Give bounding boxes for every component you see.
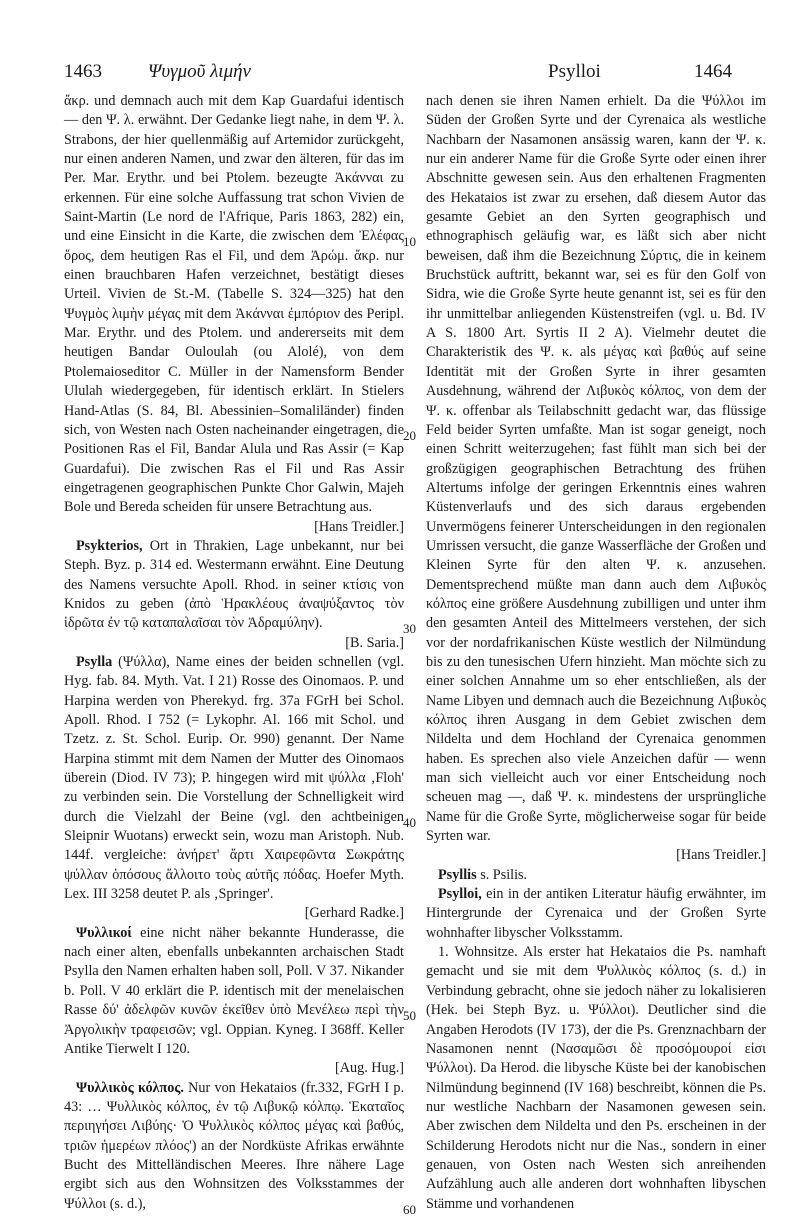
line-number: 40 [403,815,416,830]
section-wohnsitze [426,943,766,1214]
entry-text: ein in der antiken Literatur häufig erwähnter, im Hintergrunde der Cyrenaica und der Großen Syrte wohnhafter libyscher Volksstamm. [426,886,766,941]
entry-continuation [64,92,404,537]
entry-psyllis [426,866,766,885]
entry-text: Ort in Thrakien, Lage unbekannt, nur bei Steph. Byz. p. 314 ed. Westermann erwähnt. Eine Deutung des Namens versuchte Apoll. Rhod. in seiner κτίσις von Knidos zu geben (ἀπὸ Ἡρακλέους ἀναψύξαντος τὸν ἱδρῶτα ἐν τῷ καταπαλαῖσαι τὸν Ἀδραμύλην). [64,537,404,632]
author-signature: [B. Saria.] [345,634,404,651]
entry-psylla [64,653,404,924]
entry-lemma: Ψυλλικοί [76,924,132,941]
entry-text: 1. Wohnsitze. Als erster hat Hekataios die Ps. namhaft gemacht und sie mit dem Ψυλλικὸς κόλπος (s. d.) in Verbindung gebracht, ohne sie jedoch näher zu lokalisieren (Hek. bei Steph Byz. u. Ψύλλοι). Deutlicher sind die Angaben Herodots (IV 173), der die Ps. Grenznachbarn der Nasamonen nennt (Νασαμῶσι δὲ προσόμουροί εἰσι Ψύλλοι). Da Herod. die libysche Küste bei der kanobischen Nilmündung beginnend (IV 168) beschreibt, können die Ps. nur westliche Nachbarn der Nasamonen gewesen sein. Aber zwischen dem Nildelta und den Ps. erscheinen in der Schilderung Herodots nicht nur die Nas., sondern in einer genauen, von Osten nach Westen sich anreihenden Aufzählung auch alle anderen dort wohnhaften libyschen Stämme und vorhandenen [426,944,766,1212]
entry-text: nach denen sie ihren Namen erhielt. Da die Ψύλλοι im Süden der Großen Syrte und der Cyrenaica als westliche Nachbarn der Nasamonen ansässig waren, kann der Ψ. κ. nur ein anderer Name für die Große Syrte oder einen ihrer Abschnitte gewesen sein. Aus den erhaltenen Fragmenten des Hekataios ist zwar zu ersehen, daß diesem Autor das gesamte Gebiet an den Syrten geographisch und ethnographisch geläufig war, es läßt sich aber nicht beweisen, daß ihm die Bezeichnung Σύρτις, die in keinem Bruchstück auftritt, bekannt war, sei es für den Golf von Sidra, wie die Große Syrte heute genannt ist, sei es für den ihr unmittelbar anliegenden Küstenstreifen (vgl. u. Bd. IV A S. 1800 Art. Syrtis II 2 A). Vielmehr deutet die Charakteristik des Ψ. κ. als μέγας καὶ βαθύς auf seine Identität mit der Großen Syrte in ihrer gesamten Ausdehnung, während der Λιβυκὸς κόλπος, von dem der Ψ. κ. offenbar als Teilabschnitt gedacht war, das flüssige Feld beider Syrten umfaßte. Man ist sogar geneigt, noch einen Schritt weiterzugehen; fast fühlt man sich bei der großzügigen geographischen Betrachtung des frühen Altertums infolge der geringen Erkenntnis eines wahren Küstenverlaufs und des sich daraus ergebenden Unvermögens feinerer Unterscheidungen in den regionalen Umrissen versucht, die ganze Wasserfläche der Großen und Kleinen Syrte für den alten Ψ. κ. anzusehen. Dementsprechend müßte man dann auch dem Λιβυκὸς κόλπος eine größere Ausdehnung zubilligen und unter ihm den gesamten Anteil des Mittelmeers verstehen, der sich vor der nordafrikanischen Küste westlich der Nilmündung bis zu den tunesischen Ufern hinzieht. Man möchte sich zu einer solchen Annahme um so eher entschließen, als der Name Libyen und demnach auch die Bezeichnung Λιβυκὸς κόλπος ihren Ausgang in dem Gebiet zwischen dem Nildelta und dem Hochland der Cyrenaica genommen haben. Es sprechen also viele Anzeichen dafür — wenn man sich vielleicht auch vor einer Entscheidung noch scheuen mag —, daß Ψ. κ. mindestens der ursprüngliche Name für die Große Syrte, möglicherweise sogar für beide Syrten war. [426,93,766,845]
entry-psyllikoi [64,924,404,1079]
entry-continuation [426,92,766,866]
author-signature: [Hans Treidler.] [314,518,404,535]
author-signature: [Gerhard Radke.] [304,905,404,922]
author-signature: [Aug. Hug.] [335,1060,404,1077]
line-number: 20 [403,428,416,443]
line-number: 60 [403,1202,416,1217]
entry-lemma: Psylla [76,653,113,670]
left-column [64,92,404,1214]
left-running-title: Ψυγμοῦ λιμήν [148,61,251,82]
line-number: 10 [403,234,416,249]
author-signature: [Hans Treidler.] [676,847,766,864]
entry-psyllikos-kolpos [64,1079,404,1214]
right-running-title: Psylloi [548,61,601,82]
line-number: 30 [403,621,416,636]
entry-lemma: Psyllis [438,866,477,883]
entry-text: (Ψύλλα), Name eines der beiden schnellen (vgl. Hyg. fab. 84. Myth. Vat. I 21) Rosse des Oinomaos. P. und Harpina werden von Pherekyd. frg. 37a FGrH bei Schol. Apoll. Rhod. I 752 (= Lykophr. Al. 166 mit Schol. und Tzetz. z. St. Schol. Eurip. Or. 990) genannt. Der Name Harpina stimmt mit dem Namen der Mutter des Oinomaos überein (Diod. IV 73); P. hingegen wird mit ψύλλα ‚Floh' zu verbinden sein. Die Vorstellung der Schnelligkeit wird durch die Vielzahl der Beine (vgl. den achtbeinigen Sleipnir Wuotans) erweckt sein, wozu man Aristoph. Nub. 144f. vergleiche: ἀνήρετ' ἄρτι Χαιρεφῶντα Σωκράτης ψύλλαν ὁπόσους ἅλλοιτο τοὺς αὐτῆς πόδας. Hoefer Myth. Lex. III 3258 deutet P. als ‚Springer'. [64,653,404,903]
entry-lemma: Psykterios, [76,537,143,554]
entry-text: ἄκρ. und demnach auch mit dem Kap Guardafui identisch — den Ψ. λ. erwähnt. Der Gedanke liegt nahe, in dem Ψ. λ. Strabons, der hier quellenmäßig auf Artemidor zurückgeht, nur einen anderen Namen, und zwar den älteren, für das im Per. Mar. Erythr. und bei Ptolem. bezeugte Ἀκάνναι zu erkennen. Für eine solche Auffassung trat schon Vivien de Saint-Martin (Le nord de l'Afrique, Paris 1863, 282) ein, und eine Einsicht in die Karte, die zwischen dem Ἐλέφας ὄρος, dem heutigen Ras el Fil, und dem Ἀρώμ. ἄκρ. nur einen brauchbaren Hafen verzeichnet, bestätigt dieses Urteil. Vivien de St.-M. (Tabelle S. 324—325) hat den Ψυγμὸς λιμὴν μέγας mit dem Ἀκάνναι ἐμπόριον des Peripl. Mar. Erythr. und des Ptolem. und andererseits mit dem heutigen Bandar Ouloulah (ou Alolé), von dem Ptolemaioseditor C. Müller in der Namensform Bender Ululah wiedergegeben, für identisch erklärt. In Stielers Hand-Atlas (S. 84, Bl. Abessinien–Somaliländer) finden sich, von Westen nach Osten nacheinander eingetragen, die Positionen Ras el Fil, Bandar Alula und Ras Assir (= Kap Guardafui). Die zwischen Ras el Fil und Ras Assir eingetragenen geographischen Punkte Chor Galwin, Majeh Bole und Bereda scheiden für unsere Betrachtung aus. [64,93,404,516]
entry-psykterios [64,537,404,653]
left-page-number: 1463 [64,61,102,82]
entry-lemma: Ψυλλικὸς κόλπος. [76,1079,184,1096]
entry-text: Nur von Hekataios (fr.332, FGrH I p. 43: … Ψυλλικὸς κόλπος, ἐν τῷ Λιβυκῷ κόλπῳ. Ἑκαταῖος περιηγήσει Λιβύης· Ὁ Ψυλλικὸς κόλπος μέγας καὶ βαθύς, τριῶν ἡμερέων πλόος') an der Nordküste Afrikas erwähnte Bucht des Mittelländischen Meeres. Ihre nähere Lage ergibt sich aus den Wohnsitzen des Volksstammes der Ψύλλοι (s. d.), [64,1079,404,1212]
entry-lemma: Psylloi, [438,886,482,903]
right-column [426,92,766,1214]
page-header [0,60,800,86]
right-page-number: 1464 [694,61,732,82]
entry-text: s. Psilis. [476,866,528,883]
entry-psylloi [426,885,766,943]
entry-text: eine nicht näher bekannte Hunderasse, die nach einer alten, ebenfalls unbekannten archaischen Stadt Psylla den Namen erhalten haben soll, Poll. V 37. Nikander b. Poll. V 40 erklärt die P. identisch mit der menelaischen Rasse δύ' ἀδελφῶν κυνῶν ἐκεῖθεν ὑπὸ Μενέλεω περὶ τὴν Ἀργολικὴν τραφεισῶν; vgl. Oppian. Kyneg. I 368ff. Keller Antike Tierwelt I 120. [64,924,404,1057]
line-number: 50 [403,1008,416,1023]
